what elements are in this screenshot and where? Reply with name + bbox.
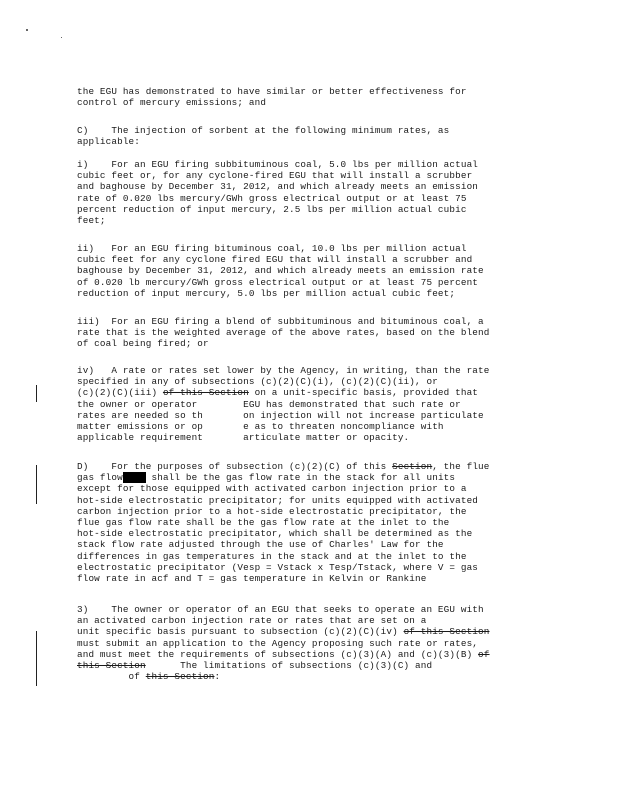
text-line: rate that is the weighted average of the above rates, based on the blend (77, 327, 490, 339)
text-line: hot-side electrostatic precipitator; for units equipped with activated (77, 494, 479, 506)
text-line: must submit an application to the Agency proposing such rate or rates, (77, 637, 479, 649)
text-span: gas flow (77, 472, 123, 484)
struck-text: of (478, 648, 490, 660)
text-line: percent reduction of input mercury, 2.5 lbs per million actual cubic (77, 203, 467, 215)
text-line: except for those equipped with activated carbon injection prior to a (77, 483, 467, 495)
text-line: iii) For an EGU firing a blend of subbituminous and bituminous coal, a (77, 316, 484, 327)
revision-bar (36, 465, 37, 504)
revision-bar (36, 631, 37, 686)
paragraph-c (77, 125, 547, 147)
text-line (77, 626, 547, 637)
text-line (77, 472, 547, 483)
text-line (77, 387, 547, 398)
text-line: applicable: (77, 136, 141, 148)
text-line: feet; (77, 215, 106, 227)
struck-text: this Section (145, 671, 215, 683)
text-line: electrostatic precipitator (Vesp = Vstack x Tesp/Tstack, where V = gas (77, 561, 479, 573)
text-line: cubic feet for any cyclone fired EGU that will install a scrubber and (77, 254, 473, 266)
text-line (77, 649, 547, 660)
struck-text: this Section (77, 660, 146, 672)
text-line: C) The injection of sorbent at the following minimum rates, as (77, 125, 450, 136)
paragraph-c-iv (77, 365, 547, 443)
text-span: of (77, 671, 146, 683)
text-span: and must meet the requirements of subsections (c)(3)(A) and (c)(3)(B) (77, 648, 479, 660)
text-line: hot-side electrostatic precipitator, which shall be determined as the (77, 528, 473, 540)
struck-text: Section (392, 461, 433, 472)
text-line: stack flow rate adjusted through the use of Charles' Law for the (77, 539, 444, 551)
text-line: of 0.020 lb mercury/GWh gross electrical output or at least 75 percent (77, 276, 479, 288)
text-span: unit specific basis pursuant to subsection (c)(2)(C)(iv) (77, 626, 404, 638)
text-line: reduction of input mercury, 5.0 lbs per million actual cubic feet; (77, 287, 456, 299)
text-line: flow rate in acf and T = gas temperature in Kelvin or Rankine (77, 573, 427, 585)
text-line: rates are needed so th on injection will not increase particulate (77, 409, 484, 421)
text-line: iv) A rate or rates set lower by the Agency, in writing, than the rate (77, 365, 490, 376)
paragraph-c-ii (77, 243, 547, 299)
text-line (77, 660, 547, 671)
paragraph-3 (77, 604, 547, 682)
paragraph-c-i (77, 159, 547, 226)
text-span: (c)(2)(C)(iii) (77, 387, 163, 399)
scan-speck (61, 37, 62, 38)
redacted-text: rate (122, 472, 146, 484)
struck-text: of this Section (162, 387, 249, 399)
revision-bar (36, 385, 37, 402)
text-span: : (214, 671, 221, 683)
text-line: 3) The owner or operator of an EGU that seeks to operate an EGU with (77, 604, 484, 615)
text-line: applicable requirement articulate matter or opacity. (77, 432, 410, 444)
text-line: and baghouse by December 31, 2012, and which already meets an emission (77, 181, 479, 193)
text-line: the EGU has demonstrated to have similar or better effectiveness for (77, 86, 467, 97)
text-line: flue gas flow rate shall be the gas flow rate at the inlet to the (77, 517, 450, 529)
text-line: baghouse by December 31, 2012, and which already meets an emission rate (77, 265, 484, 277)
text-line: ii) For an EGU firing bituminous coal, 10.0 lbs per million actual (77, 243, 467, 254)
paragraph-c-iii (77, 316, 547, 350)
text-line: specified in any of subsections (c)(2)(C)(i), (c)(2)(C)(ii), or (77, 376, 438, 388)
text-line: control of mercury emissions; and (77, 97, 267, 109)
text-line: carbon injection prior to a hot-side electrostatic precipitator, the (77, 505, 467, 517)
text-line (77, 461, 547, 472)
text-line: i) For an EGU firing subbituminous coal, 5.0 lbs per million actual (77, 159, 479, 170)
text-span: on a unit-specific basis, provided that (248, 387, 479, 399)
scan-speck (26, 29, 28, 31)
text-line (77, 671, 547, 682)
struck-text: of this Section (403, 626, 490, 638)
text-line: an activated carbon injection rate or rates that are set on a (77, 615, 427, 627)
text-line: the owner or operator EGU has demonstrated that such rate or (77, 398, 461, 410)
text-span: , the flue (432, 461, 490, 472)
text-line: of coal being fired; or (77, 338, 209, 350)
text-line: matter emissions or op e as to threaten noncompliance with (77, 421, 444, 433)
text-span: shall be the gas flow rate in the stack for all units (145, 472, 456, 484)
text-line: differences in gas temperatures in the stack and at the inlet to the (77, 550, 467, 562)
text-span: D) For the purposes of subsection (c)(2)(C) of this (77, 461, 393, 472)
text-line: cubic feet or, for any cyclone-fired EGU that will install a scrubber (77, 170, 473, 182)
intro-paragraph (77, 86, 547, 108)
text-line: rate of 0.020 lbs mercury/GWh gross electrical output or at least 75 (77, 192, 467, 204)
text-span: The limitations of subsections (c)(3)(C) and (145, 660, 433, 672)
paragraph-d (77, 461, 547, 584)
